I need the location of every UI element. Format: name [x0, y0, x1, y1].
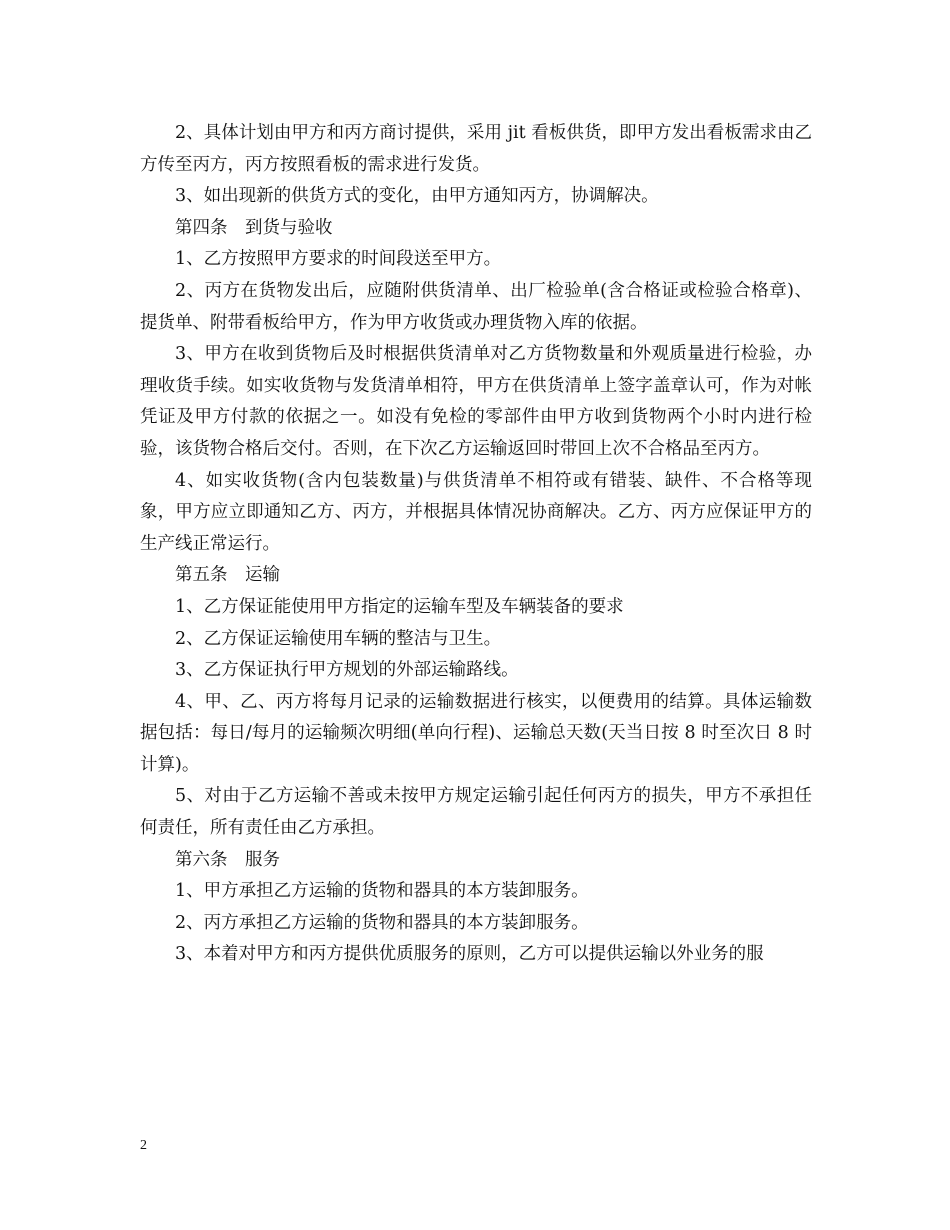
paragraph-shipping-documents: 2、丙方在货物发出后，应随附供货清单、出厂检验单(含合格证或检验合格章)、提货单、附带看板给甲方，作为甲方收货或办理货物入库的依据。	[140, 280, 812, 333]
paragraph-liability: 5、对由于乙方运输不善或未按甲方规定运输引起任何丙方的损失，甲方不承担任何责任，所有责任由乙方承担。	[140, 786, 812, 839]
article-six-heading: 第六条 服务	[175, 849, 280, 870]
paragraph-additional-service: 3、本着对甲方和丙方提供优质服务的原则，乙方可以提供运输以外业务的服	[175, 944, 764, 965]
article-four-heading: 第四条 到货与验收	[175, 217, 333, 238]
paragraph-supply-change: 3、如出现新的供货方式的变化，由甲方通知丙方，协调解决。	[175, 186, 659, 207]
paragraph-inspection: 3、甲方在收到货物后及时根据供货清单对乙方货物数量和外观质量进行检验，办理收货手续。如实收货物与发货清单相符，甲方在供货清单上签字盖章认可，作为对帐凭证及甲方付款的依据之一。如没有免检的零部件由甲方收到货物两个小时内进行检验，该货物合格后交付。否则，在下次乙方运输返回时带回上次不合格品至丙方。	[140, 344, 812, 459]
paragraph-supply-plan: 2、具体计划由甲方和丙方商讨提供，采用 jit 看板供货，即甲方发出看板需求由乙方传至丙方，丙方按照看板的需求进行发货。	[140, 123, 812, 175]
paragraph-vehicle-requirements: 1、乙方保证能使用甲方指定的运输车型及车辆装备的要求	[175, 596, 624, 617]
article-five-heading: 第五条 运输	[175, 565, 280, 586]
page-number: 2	[140, 1138, 147, 1153]
paragraph-vehicle-cleanliness: 2、乙方保证运输使用车辆的整洁与卫生。	[175, 628, 502, 649]
paragraph-party-c-service: 2、丙方承担乙方运输的货物和器具的本方装卸服务。	[175, 912, 589, 933]
paragraph-transport-route: 3、乙方保证执行甲方规划的外部运输路线。	[175, 660, 519, 681]
paragraph-delivery-time: 1、乙方按照甲方要求的时间段送至甲方。	[175, 249, 502, 270]
paragraph-party-a-service: 1、甲方承担乙方运输的货物和器具的本方装卸服务。	[175, 881, 589, 902]
paragraph-discrepancy: 4、如实收货物(含内包装数量)与供货清单不相符或有错装、缺件、不合格等现象，甲方应立即通知乙方、丙方，并根据具体情况协商解决。乙方、丙方应保证甲方的生产线正常运行。	[140, 470, 812, 554]
paragraph-transport-data: 4、甲、乙、丙方将每月记录的运输数据进行核实，以便费用的结算。具体运输数据包括：每日/每月的运输频次明细(单向行程)、运输总天数(天当日按 8 时至次日 8 时计算)。	[140, 691, 812, 775]
document-body	[140, 118, 812, 971]
